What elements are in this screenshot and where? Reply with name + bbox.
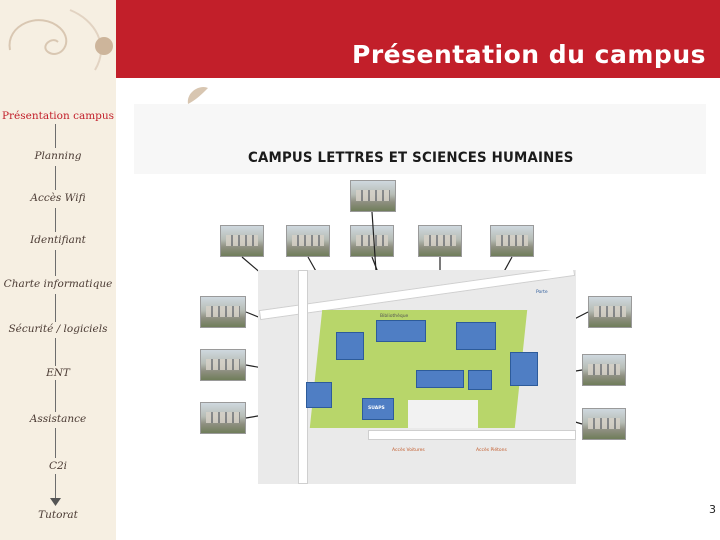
map-building <box>468 370 492 390</box>
map-label-acces-pietons: Accès Piétons <box>476 448 507 453</box>
page-title: Présentation du campus <box>352 40 706 69</box>
map-label-porte: Porte <box>536 290 548 295</box>
nav-item-tutorat[interactable]: Tutorat <box>38 509 78 521</box>
nav-item-charte-informatique[interactable]: Charte informatique <box>3 278 113 290</box>
map-building <box>416 370 464 388</box>
nav-item-acces-wifi[interactable]: Accès Wifi <box>30 192 86 204</box>
nav-item-c2i[interactable]: C2i <box>48 460 68 472</box>
map-label-bibliotheque: Bibliothèque <box>380 314 409 319</box>
map-label-suaps: SUAPS <box>368 406 385 411</box>
campus-heading: CAMPUS LETTRES ET SCIENCES HUMAINES <box>248 150 574 166</box>
map-building <box>456 322 496 350</box>
map-building <box>510 352 538 386</box>
nav-item-planning[interactable]: Planning <box>34 150 82 162</box>
nav-item-ent[interactable]: ENT <box>46 367 70 379</box>
map-road <box>368 430 576 440</box>
map-building <box>336 332 364 360</box>
nav-item-securite-logiciels[interactable]: Sécurité / logiciels <box>8 323 108 335</box>
nav-item-assistance[interactable]: Assistance <box>29 413 87 425</box>
nav-item-presentation-campus[interactable]: Présentation campus <box>1 110 115 122</box>
map-label-acces-voitures: Accès Voitures <box>392 448 425 453</box>
map-road <box>298 270 308 484</box>
map-building <box>306 382 332 408</box>
campus-map[interactable] <box>258 270 576 484</box>
slide-number: 3 <box>709 503 716 516</box>
map-building-bibliotheque <box>376 320 426 342</box>
nav-item-identifiant[interactable]: Identifiant <box>30 234 86 246</box>
map-plaza <box>408 400 478 428</box>
